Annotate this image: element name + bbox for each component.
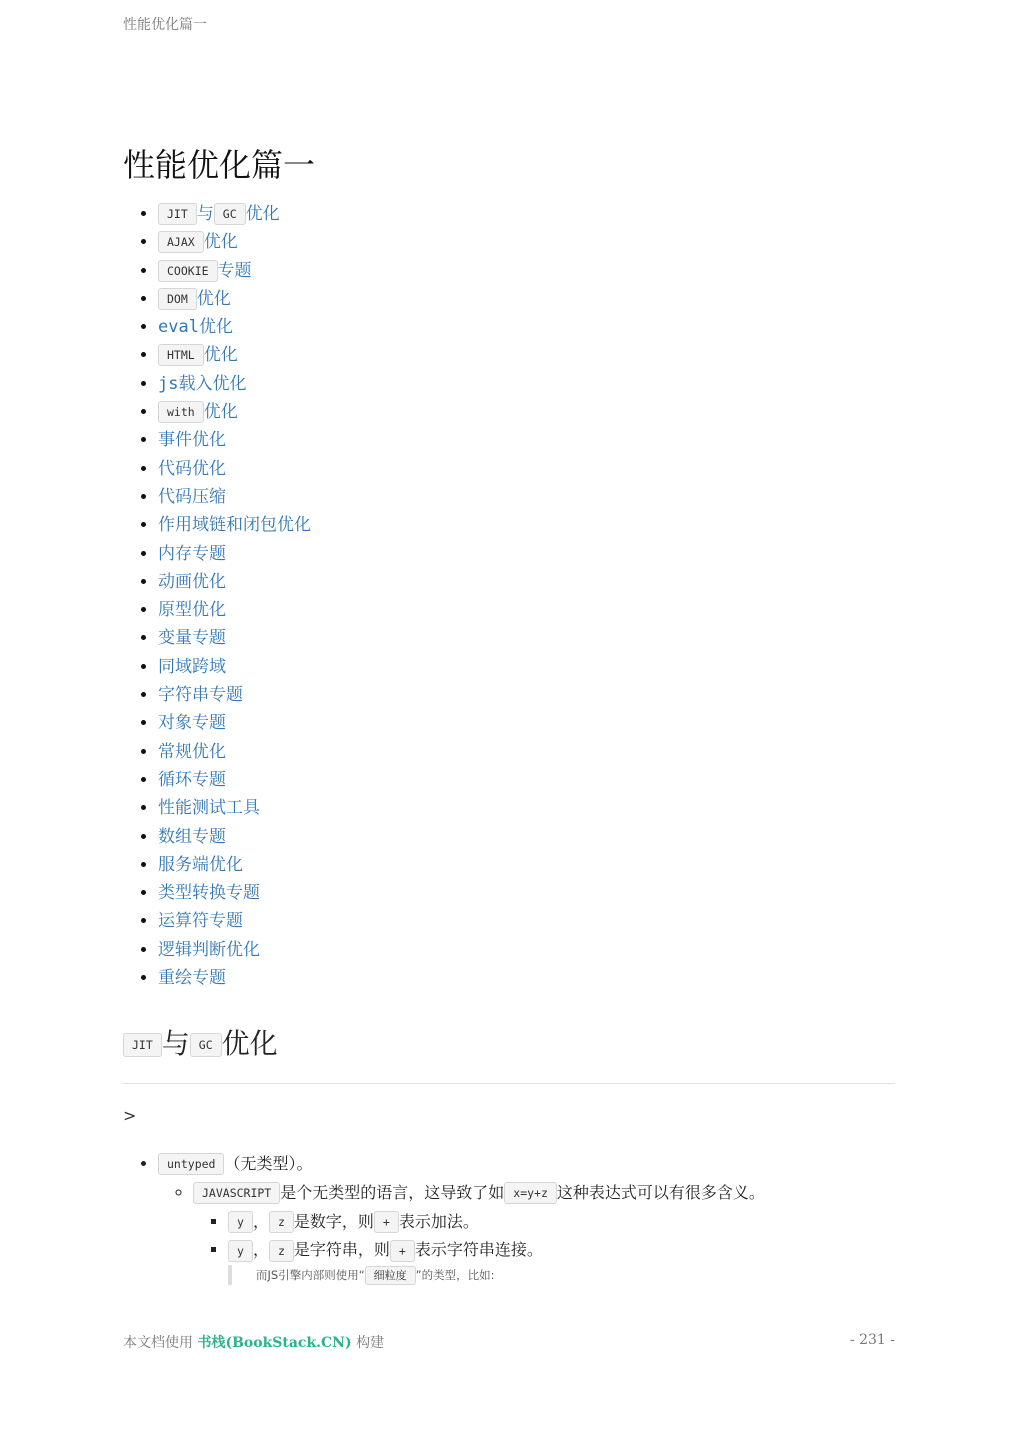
- toc-link-text: 动画优化: [158, 571, 226, 592]
- toc-link[interactable]: [158, 770, 226, 790]
- toc-item: [158, 568, 938, 596]
- list-text: 是字符串，则: [293, 1240, 390, 1260]
- toc-link-text: 变量专题: [158, 628, 226, 649]
- toc-item: [158, 738, 938, 766]
- toc-item: [158, 257, 938, 285]
- toc-link-text: 原型优化: [158, 600, 226, 621]
- toc-link[interactable]: [158, 204, 280, 224]
- toc-link-text: 循环专题: [158, 769, 226, 790]
- inline-code: +: [390, 1240, 415, 1262]
- toc-link[interactable]: [158, 940, 260, 960]
- toc-item: [158, 200, 938, 228]
- page-number: - 231 -: [849, 1332, 895, 1348]
- toc-link[interactable]: [158, 317, 233, 337]
- toc-item: [158, 483, 938, 511]
- toc-item: [158, 879, 938, 907]
- section-divider: [123, 1083, 895, 1084]
- inline-code: y: [228, 1240, 253, 1262]
- inline-code: DOM: [158, 288, 197, 310]
- footer-prefix: 本文档使用: [123, 1335, 193, 1351]
- toc-item: [158, 285, 938, 313]
- toc-link-text: 优化: [196, 288, 231, 309]
- toc-link-text: 运算符专题: [158, 911, 243, 932]
- inline-code: AJAX: [158, 231, 204, 253]
- blockquote: [228, 1265, 938, 1285]
- toc-link-text: 重绘专题: [158, 968, 226, 989]
- toc-link-text: 优化: [203, 232, 238, 253]
- inline-code: GC: [214, 203, 246, 225]
- toc-item: [158, 624, 938, 652]
- toc-link[interactable]: [158, 572, 226, 592]
- nested-list: [193, 1208, 938, 1286]
- running-header: 性能优化篇一: [123, 17, 207, 33]
- toc-item: [158, 426, 938, 454]
- toc-link[interactable]: [158, 232, 238, 252]
- toc-item: [158, 228, 938, 256]
- toc-link[interactable]: [158, 261, 252, 281]
- inline-code: y: [228, 1211, 253, 1233]
- toc-link-text: 代码优化: [158, 458, 226, 479]
- inline-code: x=y+z: [504, 1182, 557, 1204]
- toc-item: [158, 370, 938, 398]
- list-text: 表示字符串连接。: [414, 1240, 543, 1260]
- toc-link[interactable]: [158, 487, 226, 507]
- toc-link[interactable]: [158, 798, 260, 818]
- list-text: ，: [252, 1211, 269, 1231]
- toc-item: [158, 341, 938, 369]
- list-text: ，: [252, 1240, 269, 1260]
- toc-item: [158, 596, 938, 624]
- toc-link[interactable]: [158, 855, 243, 875]
- toc-link-text: 优化: [245, 204, 280, 224]
- toc-link[interactable]: [158, 345, 238, 365]
- toc-link[interactable]: [158, 459, 226, 479]
- inline-code: HTML: [158, 344, 204, 366]
- toc-link-text: 常规优化: [158, 741, 226, 762]
- toc-link-text: 数组专题: [158, 826, 226, 847]
- toc-link[interactable]: [158, 827, 226, 847]
- toc-link-text: 与: [196, 204, 214, 224]
- toc-link[interactable]: [158, 742, 226, 762]
- toc-link-text: 事件优化: [158, 430, 226, 451]
- inline-code: JAVASCRIPT: [193, 1182, 280, 1204]
- heading-code-jit: JIT: [123, 1033, 162, 1057]
- toc-item: [158, 398, 938, 426]
- toc-link-text: js: [158, 373, 179, 394]
- toc-link[interactable]: [158, 289, 231, 309]
- toc-link[interactable]: [158, 713, 226, 733]
- list-text: 这种表达式可以有很多含义。: [556, 1182, 765, 1202]
- toc-link[interactable]: [158, 600, 226, 620]
- list-item: [228, 1236, 938, 1285]
- toc-link-text: 专题: [217, 260, 252, 281]
- quote-text: 而JS引擎内部则使用“: [256, 1268, 365, 1282]
- section-heading: [123, 1022, 278, 1062]
- toc-link-text: 服务端优化: [158, 854, 243, 875]
- list-item: [193, 1179, 938, 1285]
- toc-link-text: 代码压缩: [158, 486, 226, 507]
- toc-link-text: eval: [158, 317, 199, 338]
- toc-item: [158, 851, 938, 879]
- content-list: [123, 1150, 938, 1285]
- inline-code: 细粒度: [365, 1266, 416, 1285]
- toc-link[interactable]: [158, 544, 226, 564]
- list-item: [228, 1208, 938, 1237]
- page-title: 性能优化篇一: [123, 146, 316, 184]
- toc-item: [158, 540, 938, 568]
- toc-link[interactable]: [158, 374, 246, 394]
- toc-item: [158, 455, 938, 483]
- list-text: （无类型）。: [224, 1154, 313, 1173]
- toc-link[interactable]: [158, 968, 226, 988]
- list-item: [158, 1150, 938, 1285]
- inline-code: z: [269, 1211, 294, 1233]
- toc-link-text: 优化: [198, 317, 233, 338]
- toc-link[interactable]: [158, 515, 311, 535]
- toc-link[interactable]: [158, 402, 238, 422]
- toc-link[interactable]: [158, 911, 243, 931]
- footer-suffix: 构建: [356, 1335, 385, 1351]
- inline-code: untyped: [158, 1153, 224, 1175]
- toc-link[interactable]: [158, 628, 226, 648]
- toc-link-text: 内存专题: [158, 543, 226, 564]
- toc-link[interactable]: [158, 685, 243, 705]
- table-of-contents: [123, 200, 938, 992]
- toc-item: [158, 766, 938, 794]
- toc-item: [158, 823, 938, 851]
- list-text: 是个无类型的语言，这导致了如: [280, 1182, 505, 1202]
- toc-item: [158, 313, 938, 341]
- blockquote-marker: >: [123, 1106, 137, 1125]
- footer-brand-link[interactable]: 书栈(BookStack.CN): [197, 1335, 352, 1351]
- toc-link-text: 载入优化: [178, 373, 247, 394]
- toc-link[interactable]: [158, 657, 226, 677]
- heading-code-gc: GC: [190, 1033, 222, 1057]
- toc-item: [158, 653, 938, 681]
- inline-code: z: [269, 1240, 294, 1262]
- list-text: 表示加法。: [398, 1211, 479, 1231]
- toc-link[interactable]: [158, 883, 260, 903]
- footer-credit: [123, 1332, 384, 1352]
- list-text: 是数字，则: [293, 1211, 374, 1231]
- toc-link-text: 对象专题: [158, 713, 226, 734]
- heading-suffix: 优化: [221, 1027, 278, 1060]
- toc-item: [158, 511, 938, 539]
- toc-link[interactable]: [158, 430, 226, 450]
- heading-connector: 与: [161, 1027, 190, 1060]
- toc-link-text: 优化: [203, 345, 238, 366]
- toc-link-text: 优化: [203, 402, 238, 423]
- inline-code: JIT: [158, 203, 197, 225]
- inline-code: +: [374, 1211, 399, 1233]
- toc-link-text: 逻辑判断优化: [158, 939, 260, 960]
- toc-item: [158, 964, 938, 992]
- toc-link-text: 类型转换专题: [158, 883, 260, 904]
- toc-link-text: 同域跨域: [158, 656, 226, 677]
- quote-text: ”的类型，比如:: [415, 1268, 495, 1282]
- toc-link-text: 作用域链和闭包优化: [158, 515, 311, 536]
- toc-item: [158, 709, 938, 737]
- toc-link-text: 字符串专题: [158, 685, 243, 706]
- inline-code: COOKIE: [158, 260, 218, 282]
- inline-code: with: [158, 401, 204, 423]
- nested-list: [158, 1179, 938, 1285]
- toc-link-text: 性能测试工具: [158, 798, 260, 819]
- toc-item: [158, 681, 938, 709]
- toc-item: [158, 794, 938, 822]
- toc-item: [158, 907, 938, 935]
- toc-item: [158, 936, 938, 964]
